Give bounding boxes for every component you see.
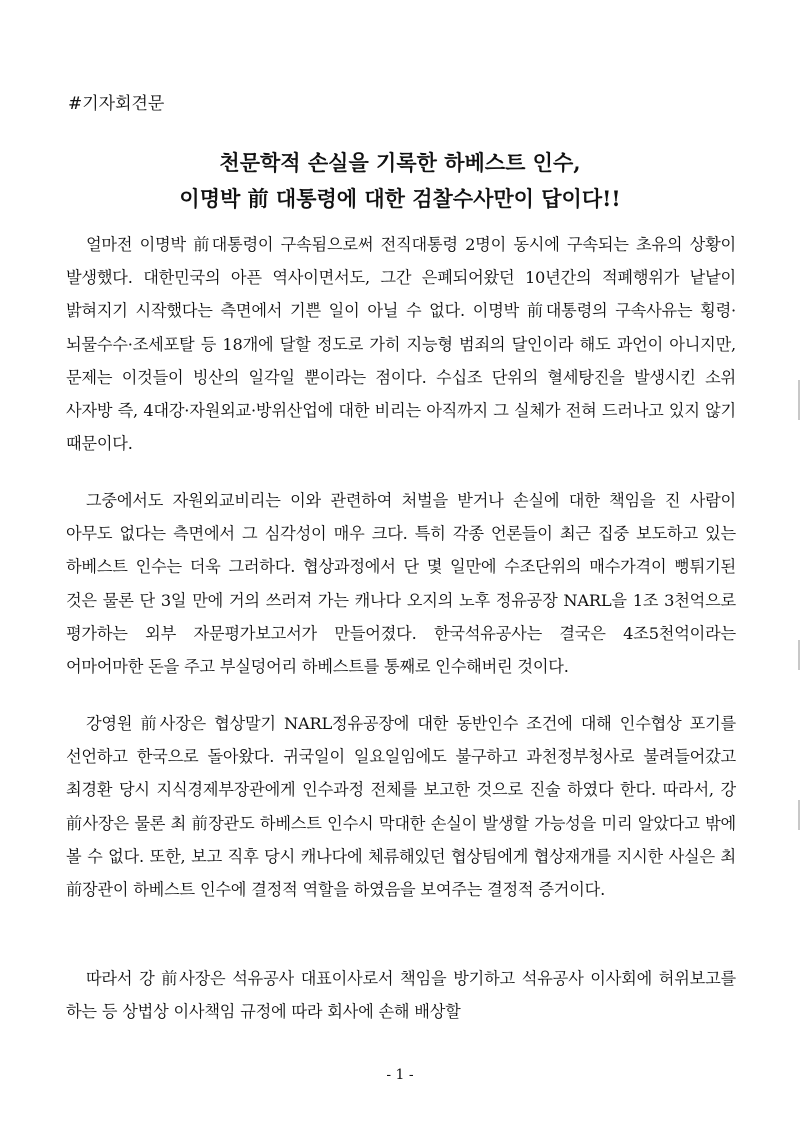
page-number: - 1 -: [386, 1067, 414, 1083]
paragraph-2: 그중에서도 자원외교비리는 이와 관련하여 처벌을 받거나 손실에 대한 책임을 진 사람이 아무도 없다는 측면에서 그 심각성이 매우 크다. 특히 각종 언론들이 최근 집중 보도하고 있는 하베스트 인수는 더욱 그러하다. 협상과정에서 단 몇 일만에 수조단위의 매수가격이 뻥튀기된 것은 물론 단 3일 만에 거의 쓰러져 가는 캐나다 오지의 노후 정유공장 NARL을 1조 3천억으로 평가하는 외부 자문평가보고서가 만들어졌다. 한국석유공사는 결국은 4조5천억이라는 어마어마한 돈을 주고 부실덩어리 하베스트를 통째로 인수해버린 것이다.: [66, 491, 736, 677]
title-line-2: 이명박 前 대통령에 대한 검찰수사만이 답이다!!: [179, 186, 621, 211]
hashtag-label: #기자회견문: [68, 94, 165, 114]
paragraph-3: 강영원 前사장은 협상말기 NARL정유공장에 대한 동반인수 조건에 대해 인수협상 포기를 선언하고 한국으로 돌아왔다. 귀국일이 일요일임에도 불구하고 과천정부청사로 불려들어갔고 최경환 당시 지식경제부장관에게 인수과정 전체를 보고한 것으로 진술 하였다 한다. 따라서, 강 前사장은 물론 최 前장관도 하베스트 인수시 막대한 손실이 발생할 가능성을 미리 알았다고 밖에 볼 수 없다. 또한, 보고 직후 당시 캐나다에 체류해있던 협상팀에게 협상재개를 지시한 사실은 최 前장관이 하베스트 인수에 결정적 역할을 하였음을 보여주는 결정적 증거이다.: [66, 714, 736, 900]
title-line-1: 천문학적 손실을 기록한 하베스트 인수,: [219, 150, 581, 175]
paragraph-4: 따라서 강 前사장은 석유공사 대표이사로서 책임을 방기하고 석유공사 이사회에 허위보고를 하는 등 상법상 이사책임 규정에 따라 회사에 손해 배상할: [66, 969, 736, 1022]
paragraph-1: 얼마전 이명박 前대통령이 구속됨으로써 전직대통령 2명이 동시에 구속되는 초유의 상황이 발생했다. 대한민국의 아픈 역사이면서도, 그간 은폐되어왔던 10년간의 적폐행위가 낱낱이 밝혀지기 시작했다는 측면에서 기쁜 일이 아닐 수 없다. 이명박 前대통령의 구속사유는 횡령·뇌물수수·조세포탈 등 18개에 달할 정도로 가히 지능형 범죄의 달인이라 해도 과언이 아니지만, 문제는 이것들이 빙산의 일각일 뿐이라는 점이다. 수십조 단위의 혈세탕진을 발생시킨 소위 사자방 즉, 4대강·자원외교·방위산업에 대한 비리는 아직까지 그 실체가 전혀 드러나고 있지 않기 때문이다.: [66, 235, 736, 454]
